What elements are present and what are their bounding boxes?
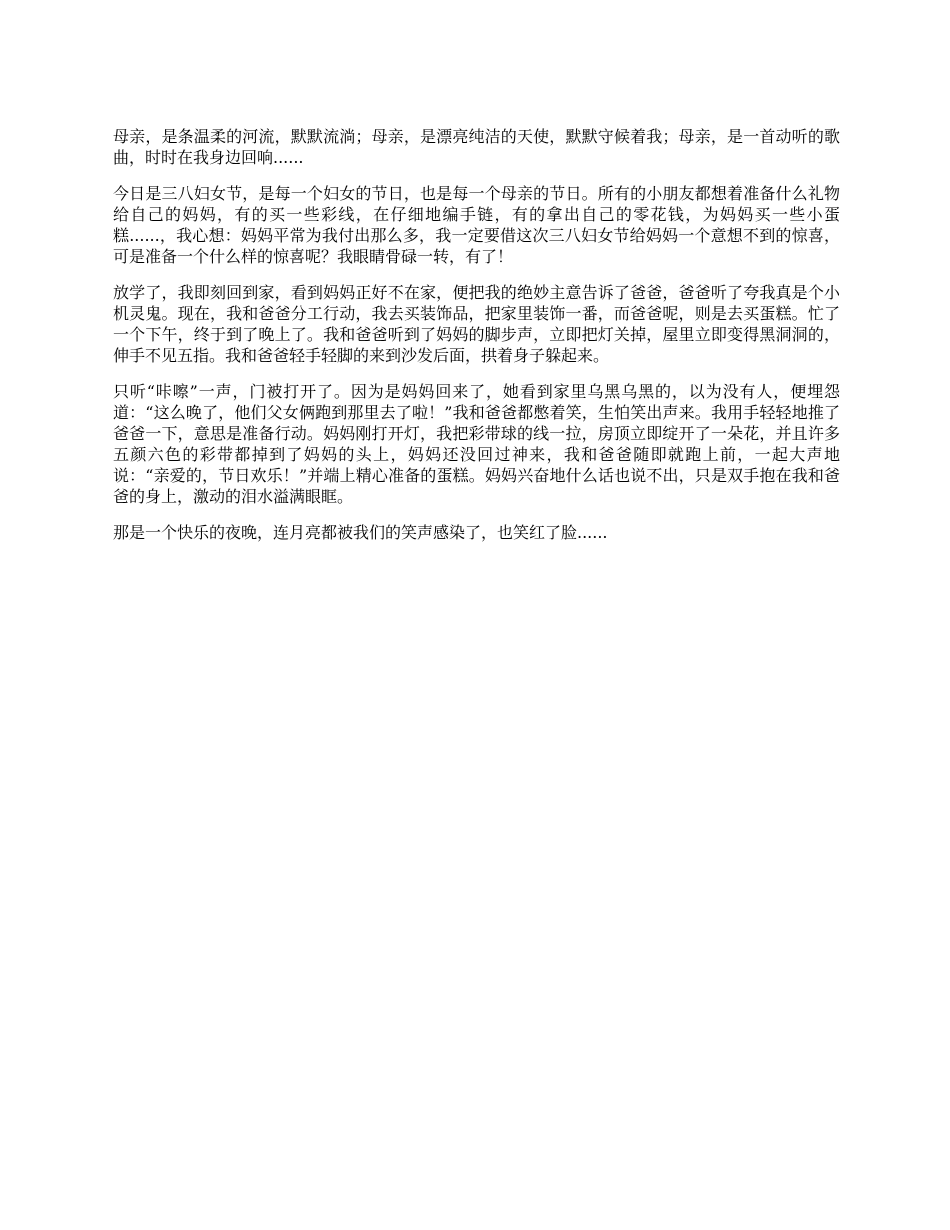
paragraph-5: 那是一个快乐的夜晚，连月亮都被我们的笑声感染了，也笑红了脸...... <box>113 523 608 542</box>
paragraph-1: 母亲，是条温柔的河流，默默流淌；母亲，是漂亮纯洁的天使，默默守候着我；母亲，是一首动听的歌曲，时时在我身边回响...... <box>113 127 840 167</box>
paragraph-4: 只听“咔嚓”一声，门被打开了。因为是妈妈回来了，她看到家里乌黑乌黑的，以为没有人，便埋怨道：“这么晚了，他们父女俩跑到那里去了啦！”我和爸爸都憋着笑，生怕笑出声来。我用手轻轻地推了爸爸一下，意思是准备行动。妈妈刚打开灯，我把彩带球的线一拉，房顶立即绽开了一朵花，并且许多五颜六色的彩带都掉到了妈妈的头上，妈妈还没回过神来，我和爸爸随即就跑上前，一起大声地说：“亲爱的，节日欢乐！”并端上精心准备的蛋糕。妈妈兴奋地什么话也说不出，只是双手抱在我和爸爸的身上，激动的泪水溢满眼眶。 <box>113 382 840 506</box>
paragraph-2: 今日是三八妇女节，是每一个妇女的节日，也是每一个母亲的节日。所有的小朋友都想着准备什么礼物给自己的妈妈，有的买一些彩线，在仔细地编手链，有的拿出自己的零花钱，为妈妈买一些小蛋糕......，我心想：妈妈平常为我付出那么多，我一定要借这次三八妇女节给妈妈一个意想不到的惊喜，可是准备一个什么样的惊喜呢？我眼睛骨碌一转，有了！ <box>113 184 840 266</box>
paragraph-3: 放学了，我即刻回到家，看到妈妈正好不在家，便把我的绝妙主意告诉了爸爸，爸爸听了夸我真是个小机灵鬼。现在，我和爸爸分工行动，我去买装饰品，把家里装饰一番，而爸爸呢，则是去买蛋糕。忙了一个下午，终于到了晚上了。我和爸爸听到了妈妈的脚步声，立即把灯关掉，屋里立即变得黑洞洞的，伸手不见五指。我和爸爸轻手轻脚的来到沙发后面，拱着身子躲起来。 <box>113 283 840 365</box>
document-page <box>113 126 840 558</box>
